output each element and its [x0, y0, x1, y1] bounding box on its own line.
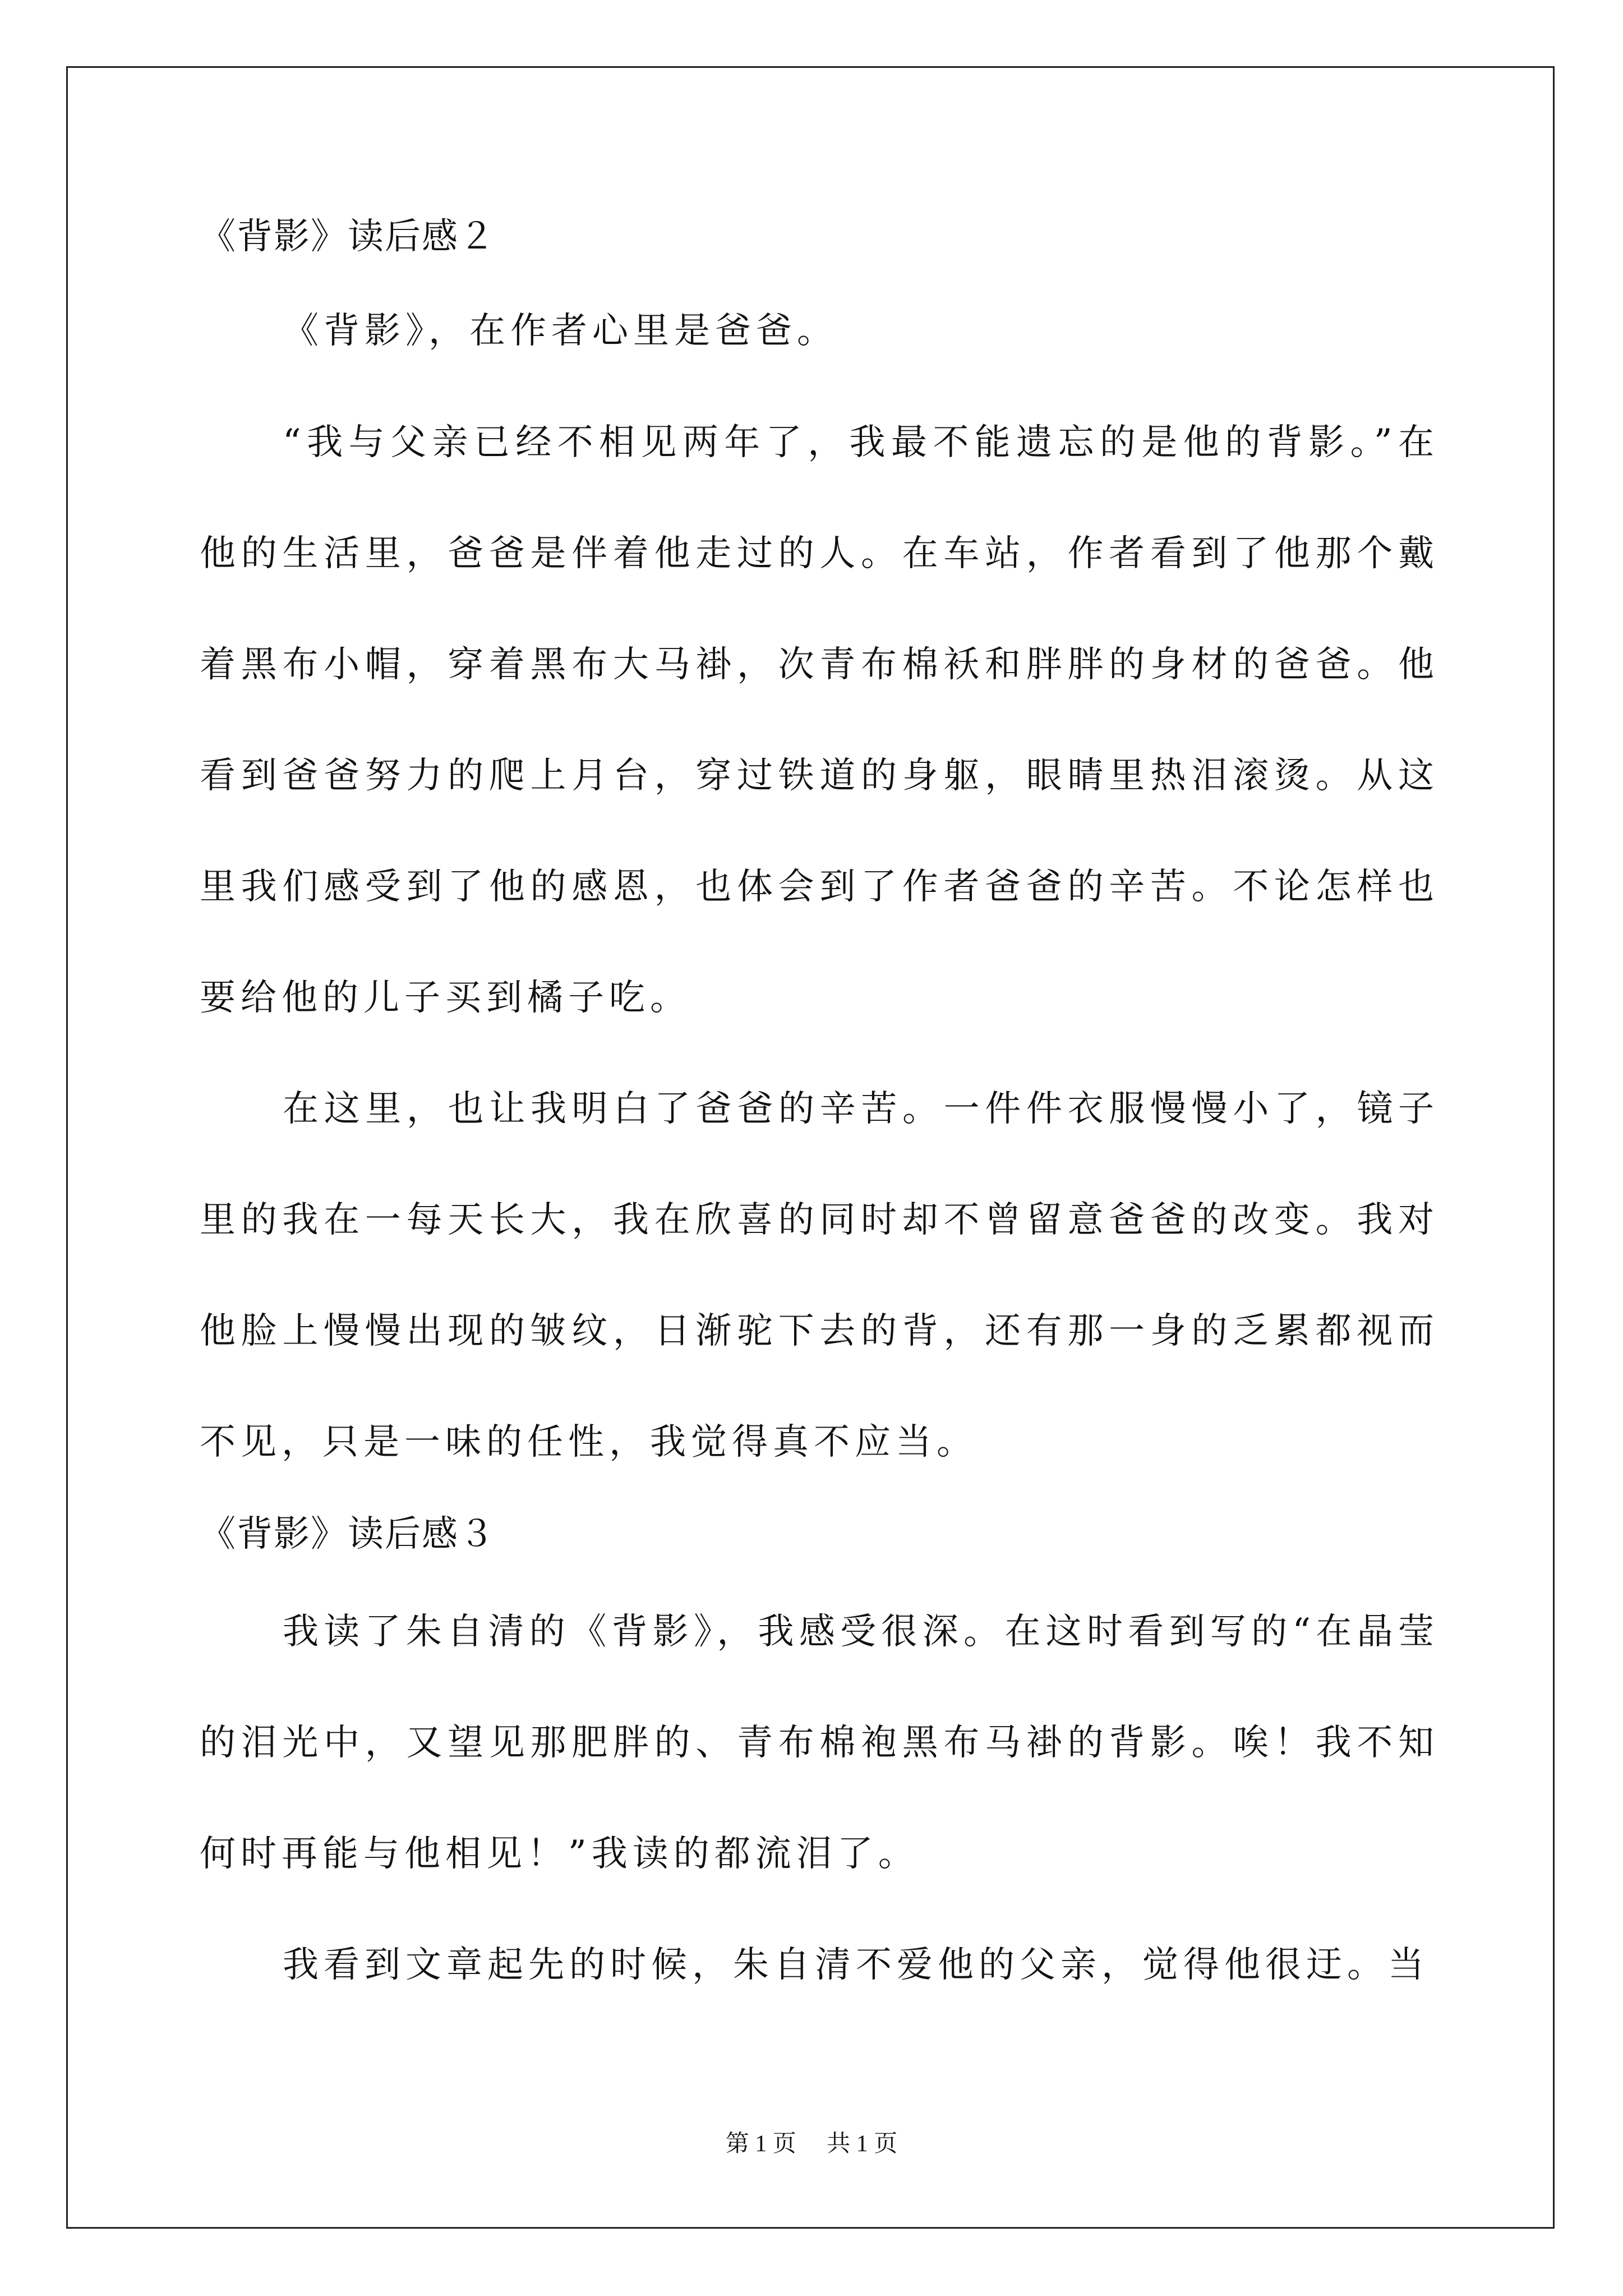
section-heading: 《背影》读后感２: [200, 216, 496, 257]
page-footer: [0, 2125, 1623, 2159]
page-total: 共 1 页: [827, 2131, 898, 2157]
paragraph: 我看到文章起先的时候，朱自清不爱他的父亲，觉得他很迂。当: [283, 1944, 1429, 1986]
section-1: [200, 216, 1439, 1498]
paragraph: 在这里，也让我明白了爸爸的辛苦。一件件衣服慢慢小了，镜子里的我在一每天长大，我在欣喜的同时却不曾留意爸爸的改变。我对他脸上慢慢出现的皱纹，日渐驼下去的背，还有那一身的乏累都视而不见，只是一味的任性，我觉得真不应当。: [200, 1088, 1439, 1463]
section-heading: 《背影》读后感３: [200, 1513, 496, 1555]
section-2: [200, 1513, 1439, 2021]
paragraph: 《背影》，在作者心里是爸爸。: [283, 310, 838, 352]
document-body: [200, 216, 1439, 2021]
paragraph: 我读了朱自清的《背影》，我感受很深。在这时看到写的“在晶莹的泪光中，又望见那肥胖的、青布棉袍黑布马褂的背影。唉！我不知何时再能与他相见！”我读的都流泪了。: [200, 1611, 1439, 1875]
paragraph: “我与父亲已经不相见两年了，我最不能遗忘的是他的背影。”在他的生活里，爸爸是伴着他走过的人。在车站，作者看到了他那个戴着黑布小帽，穿着黑布大马褂，次青布棉袄和胖胖的身材的爸爸。他看到爸爸努力的爬上月台，穿过铁道的身躯，眼睛里热泪滚烫。从这里我们感受到了他的感恩，也体会到了作者爸爸的辛苦。不论怎样也要给他的儿子买到橘子吃。: [200, 422, 1439, 1019]
page-number: 第 1 页: [725, 2131, 796, 2157]
